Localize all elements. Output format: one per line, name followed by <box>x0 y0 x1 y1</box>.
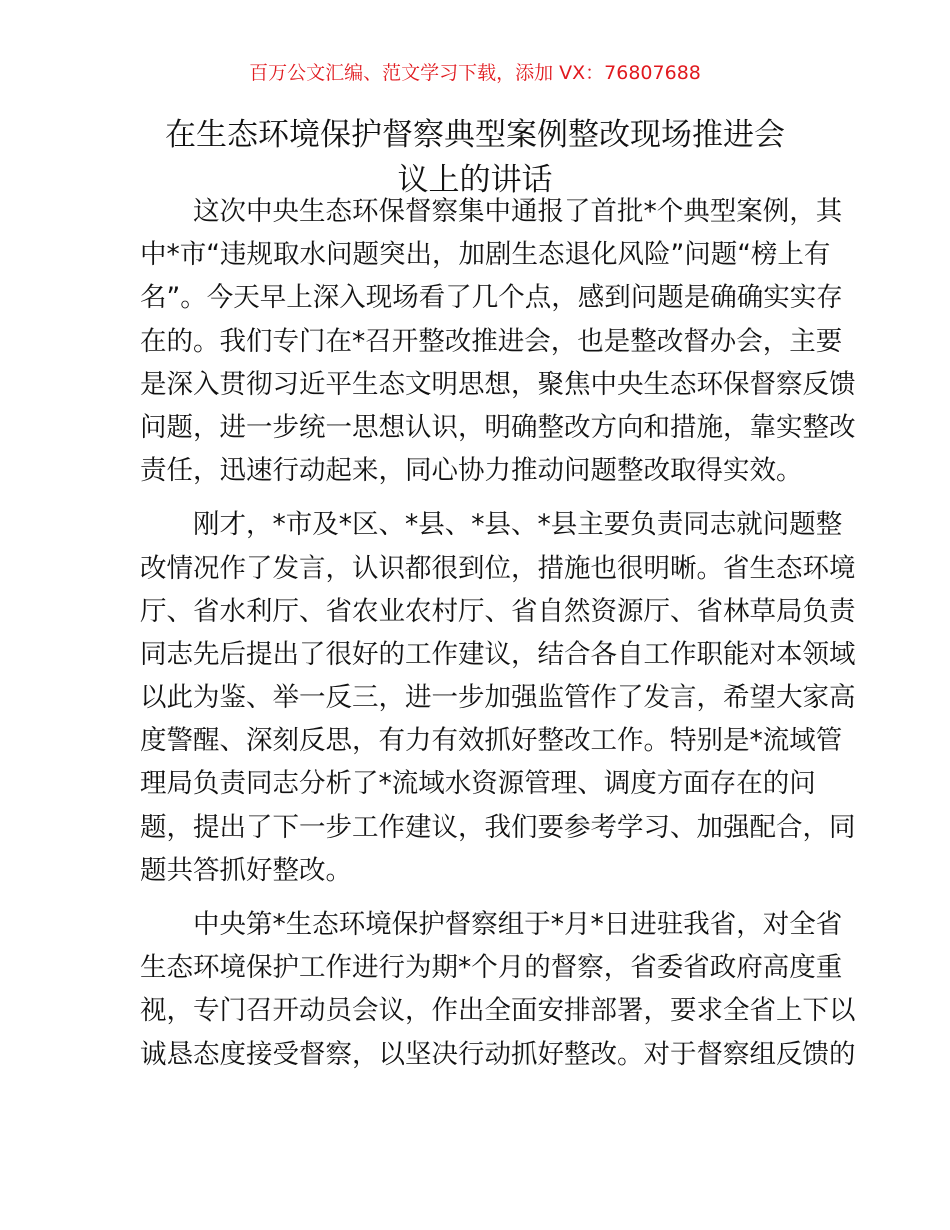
paragraph-line: 改情况作了发言，认识都很到位，措施也很明晰。省生态环境 <box>140 552 856 584</box>
paragraph-line: 名”。今天早上深入现场看了几个点，感到问题是确确实实存 <box>140 282 843 314</box>
paragraph-line: 刚才，*市及*区、*县、*县、*县主要负责同志就问题整 <box>193 509 843 541</box>
paragraph <box>140 190 856 492</box>
paragraph-line: 生态环境保护工作进行为期*个月的督察，省委省政府高度重 <box>140 952 843 984</box>
paragraph <box>140 503 856 892</box>
paragraph-line: 问题，进一步统一思想认识，明确整改方向和措施，靠实整改 <box>140 411 856 443</box>
paragraph-line: 厅、省水利厅、省农业农村厅、省自然资源厅、省林草局负责 <box>140 595 856 627</box>
title-line: 议上的讲话 <box>397 162 553 198</box>
watermark-banner: 百万公文汇编、范文学习下载，添加 VX：76807688 <box>249 62 701 84</box>
paragraph-line: 责任，迅速行动起来，同心协力推动问题整改取得实效。 <box>140 455 803 487</box>
paragraph-line: 中*市“违规取水问题突出，加剧生态退化风险”问题“榜上有 <box>140 239 831 271</box>
paragraph <box>140 903 856 1076</box>
paragraph-line: 理局负责同志分析了*流域水资源管理、调度方面存在的问 <box>140 768 816 800</box>
paragraph-line: 中央第*生态环境保护督察组于*月*日进驻我省，对全省 <box>193 909 843 940</box>
paragraph-line: 以此为鉴、举一反三，进一步加强监管作了发言，希望大家高 <box>140 682 856 714</box>
paragraph-line: 题，提出了下一步工作建议，我们要参考学习、加强配合，同 <box>140 811 856 843</box>
paragraph-line: 同志先后提出了很好的工作建议，结合各自工作职能对本领域 <box>140 638 856 670</box>
paragraph-line: 是深入贯彻习近平生态文明思想，聚焦中央生态环保督察反馈 <box>140 368 856 400</box>
paragraph-line: 度警醒、深刻反思，有力有效抓好整改工作。特别是*流域管 <box>140 725 843 757</box>
paragraph-line: 这次中央生态环保督察集中通报了首批*个典型案例，其 <box>193 196 843 227</box>
paragraph-line: 题共答抓好整改。 <box>140 854 352 886</box>
document-body <box>140 190 856 1087</box>
paragraph-line: 视，专门召开动员会议，作出全面安排部署，要求全省上下以 <box>140 995 856 1027</box>
paragraph-line: 在的。我们专门在*召开整改推进会，也是整改督办会，主要 <box>140 325 843 357</box>
paragraph-line: 诚恳态度接受督察，以坚决行动抓好整改。对于督察组反馈的 <box>140 1038 856 1070</box>
title-line: 在生态环境保护督察典型案例整改现场推进会 <box>165 117 785 153</box>
